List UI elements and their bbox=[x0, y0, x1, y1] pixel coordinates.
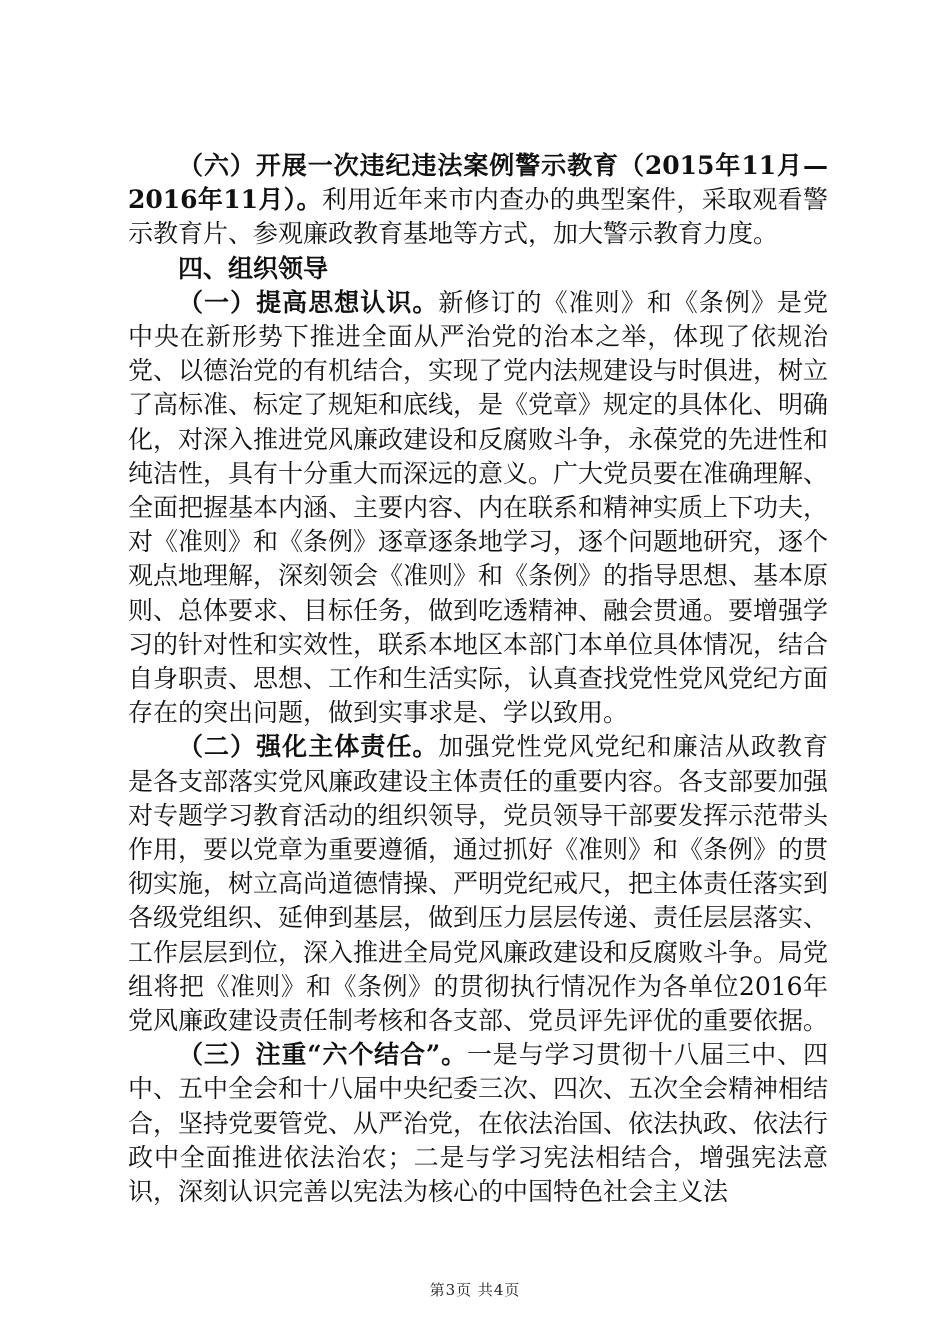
paragraph-lead: （二）强化主体责任。 bbox=[178, 732, 439, 762]
paragraph-body: 加强党性党风党纪和廉洁从政教育是各支部落实党风廉政建设主体责任的重要内容。各支部要加强对专题学习教育活动的组织领导，党员领导干部要发挥示范带头作用，要以党章为重要遵循，通过抓好《准则》和《条例》的贯彻实施，树立高尚道德情操、严明党纪戒尺，把主体责任落实到各级党组织、延伸到基层，做到压力层层传递、责任层层落实、工作层层到位，深入推进全局党风廉政建设和反腐败斗争。局党组将把《准则》和《条例》的贯彻执行情况作为各单位2016年党风廉政建设责任制考核和各支部、党员评先评优的重要依据。 bbox=[128, 732, 829, 1036]
paragraph-lead: （六）开展一次违纪违法案例警示教育（2015年11月—2016年11月）。 bbox=[128, 151, 828, 215]
paragraph-six-combinations bbox=[128, 1038, 828, 1209]
page-footer: 第3页 共4页 bbox=[429, 1281, 521, 1299]
paragraph-warning-education bbox=[128, 149, 828, 252]
document-body bbox=[128, 149, 828, 1209]
paragraph-lead: （一）提高思想认识。 bbox=[178, 287, 439, 317]
paragraph-lead: （三）注重“六个结合”。 bbox=[178, 1040, 467, 1070]
section-heading-organization: 四、组织领导 bbox=[178, 253, 329, 283]
paragraph-body: 新修订的《准则》和《条例》是党中央在新形势下推进全面从严治党的治本之举，体现了依规治党、以德治党的有机结合，实现了党内法规建设与时俱进，树立了高标准、标定了规矩和底线，是《党章》规定的具体化、明确化，对深入推进党风廉政建设和反腐败斗争，永葆党的先进性和纯洁性，具有十分重大而深远的意义。广大党员要在准确理解、全面把握基本内涵、主要内容、内在联系和精神实质上下功夫，对《准则》和《条例》逐章逐条地学习，逐个问题地研究，逐个观点地理解，深刻领会《准则》和《条例》的指导思想、基本原则、总体要求、目标任务，做到吃透精神、融会贯通。要增强学习的针对性和实效性，联系本地区本部门本单位具体情况，结合自身职责、思想、工作和生活实际，认真查找党性党风党纪方面存在的突出问题，做到实事求是、学以致用。 bbox=[128, 287, 829, 728]
paragraph-strengthen-responsibility bbox=[128, 730, 828, 1038]
paragraph-raise-awareness bbox=[128, 286, 828, 731]
paragraph-body: 利用近年来市内查办的典型案件，采取观看警示教育片、参观廉政教育基地等方式，加大警示教育力度。 bbox=[128, 185, 828, 249]
paragraph-body: 一是与学习贯彻十八届三中、四中、五中全会和十八届中央纪委三次、四次、五次全会精神相结合，坚持党要管党、从严治党，在依法治国、依法执政、依法行政中全面推进依法治农；二是与学习宪法相结合，增强宪法意识，深刻认识完善以宪法为核心的中国特色社会主义法 bbox=[128, 1040, 829, 1207]
